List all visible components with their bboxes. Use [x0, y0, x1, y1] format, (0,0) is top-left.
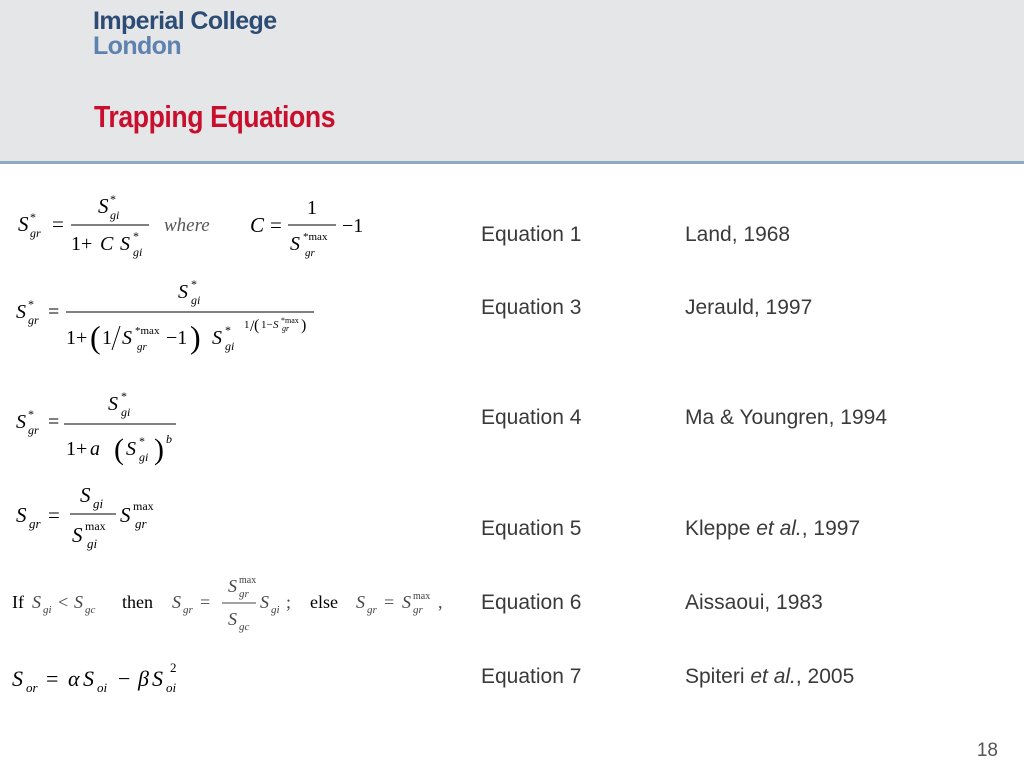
svg-text:S: S: [178, 281, 188, 303]
svg-text:gr: gr: [30, 226, 41, 240]
svg-text:S: S: [402, 592, 411, 612]
svg-text:S: S: [152, 666, 163, 691]
svg-text:α: α: [68, 666, 80, 691]
svg-text:1+: 1+: [71, 233, 93, 255]
svg-text:gi: gi: [133, 245, 143, 259]
where-word: where: [164, 215, 210, 236]
svg-text:*: *: [139, 434, 145, 448]
svg-text:gr: gr: [28, 313, 39, 327]
svg-text:gi: gi: [225, 339, 235, 353]
svg-text:S: S: [16, 411, 26, 433]
svg-text:gi: gi: [191, 293, 201, 307]
svg-text:S: S: [108, 393, 118, 415]
svg-text:S: S: [12, 666, 23, 691]
svg-text:S: S: [212, 327, 222, 349]
equation-6-reference: Aissaoui, 1983: [685, 591, 823, 614]
then-word: then: [122, 592, 153, 612]
svg-text:S: S: [83, 666, 94, 691]
svg-text:gr: gr: [367, 604, 377, 616]
svg-text:*: *: [28, 407, 34, 421]
svg-text:gc: gc: [239, 621, 250, 633]
svg-text:S: S: [356, 592, 365, 612]
equation-7-formula: [10, 656, 210, 711]
svg-text:gr: gr: [282, 324, 290, 333]
svg-text:*: *: [121, 389, 127, 403]
svg-text:=: =: [200, 592, 211, 612]
svg-text:b: b: [166, 432, 172, 446]
svg-text:S: S: [18, 212, 29, 236]
svg-text:=: =: [46, 666, 59, 691]
svg-text:S: S: [98, 194, 109, 218]
svg-text:gr: gr: [135, 516, 147, 531]
svg-text:gi: gi: [121, 405, 131, 419]
svg-text:gr: gr: [137, 341, 147, 353]
equation-3-formula: [14, 276, 334, 371]
svg-text:*: *: [30, 210, 36, 224]
header-divider: [0, 161, 1024, 164]
svg-text:gr: gr: [28, 423, 39, 437]
svg-text:−: −: [118, 666, 131, 691]
svg-text:): ): [190, 319, 201, 355]
svg-text:1−: 1−: [261, 319, 273, 331]
equation-5-reference: Kleppe et al., 1997: [685, 517, 861, 540]
svg-text:or: or: [26, 680, 38, 695]
equation-4-formula: [14, 388, 214, 483]
svg-text:max: max: [85, 519, 106, 533]
svg-text:=: =: [48, 301, 60, 323]
slide-title: Trapping Equations: [94, 99, 336, 134]
svg-text:=: =: [48, 503, 60, 527]
svg-text:1+: 1+: [66, 438, 88, 460]
svg-text:max: max: [413, 591, 431, 602]
equation-7-label: Equation 7: [481, 665, 582, 688]
svg-text:S: S: [228, 609, 237, 629]
svg-text:=: =: [384, 592, 395, 612]
svg-text:gi: gi: [87, 536, 98, 551]
svg-text:S: S: [80, 483, 91, 507]
imperial-college-logo: [93, 9, 277, 59]
equation-3-reference: Jerauld, 1997: [685, 296, 813, 319]
svg-text:*: *: [191, 277, 197, 291]
svg-text:a: a: [90, 438, 100, 460]
svg-text:<: <: [58, 592, 69, 612]
svg-text:S: S: [32, 592, 41, 612]
logo-line-2: London: [93, 32, 182, 60]
svg-text:gi: gi: [271, 604, 280, 616]
svg-text:1: 1: [244, 319, 250, 331]
equation-4-label: Equation 4: [481, 406, 582, 429]
svg-text:C: C: [250, 213, 265, 237]
svg-text:S: S: [172, 592, 181, 612]
svg-text:oi: oi: [166, 680, 177, 695]
svg-text:S: S: [74, 592, 83, 612]
svg-text:*: *: [110, 192, 116, 206]
svg-text:*max: *max: [303, 231, 328, 243]
svg-text:;: ;: [286, 592, 292, 612]
equation-5-formula: [14, 480, 214, 565]
logo-line-1: Imperial College: [93, 7, 277, 35]
page-number: 18: [976, 740, 998, 761]
equation-5-label: Equation 5: [481, 517, 582, 540]
equation-6-formula: [10, 570, 460, 645]
svg-text:S: S: [16, 301, 26, 323]
svg-text:,: ,: [438, 592, 443, 612]
svg-text:): ): [301, 317, 307, 334]
svg-text:−1: −1: [166, 327, 188, 349]
svg-text:gi: gi: [110, 208, 120, 222]
svg-text:(: (: [114, 433, 124, 466]
equation-4-reference: Ma & Youngren, 1994: [685, 406, 888, 429]
svg-text:*max: *max: [135, 325, 160, 337]
equation-6-label: Equation 6: [481, 591, 582, 614]
svg-text:C: C: [100, 233, 114, 255]
svg-text:gi: gi: [43, 604, 52, 616]
svg-text:(: (: [90, 319, 101, 355]
svg-text:/: /: [250, 318, 255, 335]
equation-1-formula: [14, 188, 394, 273]
svg-text:gr: gr: [29, 516, 41, 531]
svg-text:1: 1: [102, 327, 112, 349]
svg-text:β: β: [138, 666, 149, 691]
svg-text:gr: gr: [183, 604, 193, 616]
else-word: else: [310, 592, 338, 612]
svg-text:*: *: [133, 229, 139, 243]
svg-text:=: =: [48, 411, 60, 433]
if-word: If: [12, 592, 24, 612]
svg-text:S: S: [228, 576, 237, 596]
svg-text:=: =: [270, 213, 282, 237]
svg-text:gr: gr: [413, 604, 423, 616]
svg-text:S: S: [16, 503, 27, 527]
svg-text:S: S: [126, 438, 136, 460]
svg-text:−1: −1: [342, 215, 364, 237]
svg-text:=: =: [52, 212, 64, 236]
svg-text:max: max: [133, 499, 154, 513]
svg-text:*: *: [28, 297, 34, 311]
svg-text:2: 2: [170, 660, 177, 675]
svg-text:1+: 1+: [66, 327, 88, 349]
svg-text:S: S: [260, 592, 269, 612]
svg-text:gi: gi: [93, 496, 104, 511]
svg-text:S: S: [120, 503, 131, 527]
svg-text:S: S: [72, 523, 83, 547]
svg-text:S: S: [273, 319, 279, 331]
svg-text:gc: gc: [85, 604, 96, 616]
svg-text:gi: gi: [139, 450, 149, 464]
svg-text:1: 1: [307, 197, 317, 219]
svg-text:max: max: [239, 575, 257, 586]
equation-3-label: Equation 3: [481, 296, 582, 319]
svg-text:*: *: [225, 323, 231, 337]
svg-text:S: S: [120, 233, 130, 255]
svg-text:(: (: [254, 317, 260, 334]
svg-text:*max: *max: [281, 316, 299, 325]
svg-text:S: S: [122, 327, 132, 349]
svg-text:gr: gr: [305, 247, 315, 259]
svg-text:oi: oi: [97, 680, 108, 695]
equation-7-reference: Spiteri et al., 2005: [685, 665, 855, 688]
equation-1-label: Equation 1: [481, 223, 582, 246]
svg-text:gr: gr: [239, 588, 249, 600]
svg-text:S: S: [290, 233, 300, 255]
svg-text:): ): [154, 433, 164, 466]
equation-1-reference: Land, 1968: [685, 223, 791, 246]
